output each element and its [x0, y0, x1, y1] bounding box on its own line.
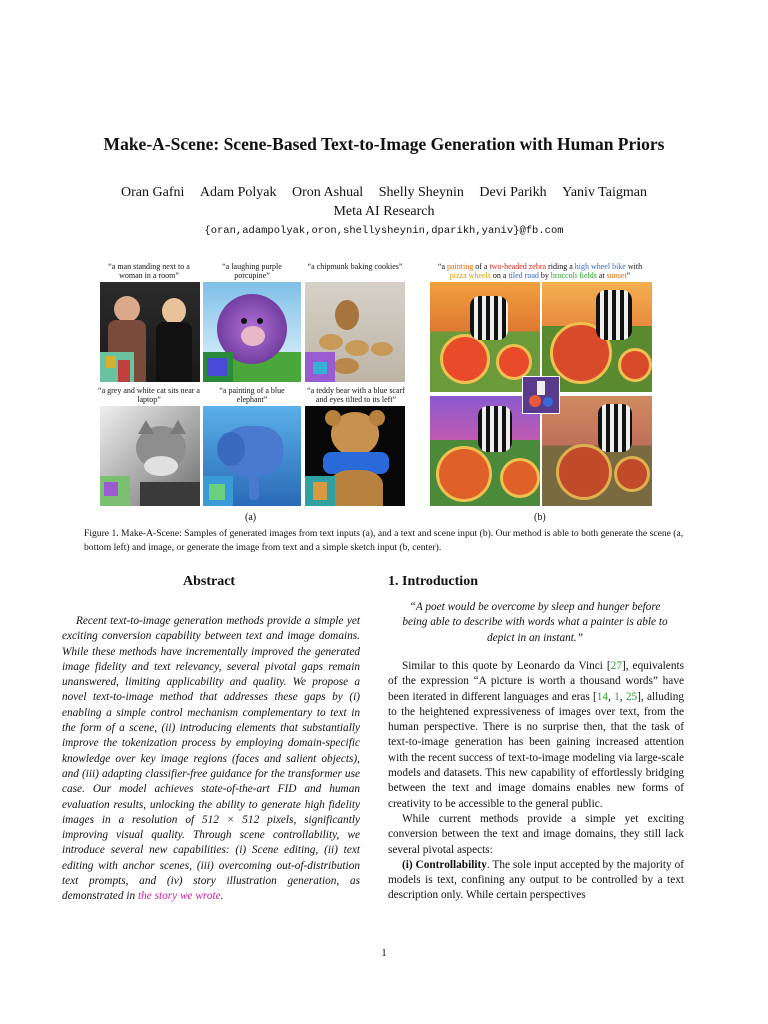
caption-text: by [538, 271, 551, 280]
caption-keyword: two-headed zebra [489, 262, 547, 271]
author-name: Adam Polyak [199, 185, 277, 200]
citation-link[interactable]: 1 [614, 690, 620, 703]
caption-keyword: painting [447, 262, 474, 271]
generated-image-people [100, 282, 200, 382]
caption-text: riding a [546, 262, 575, 271]
subfigure-label-a: (a) [245, 512, 257, 523]
generated-image-porcupine [203, 282, 301, 382]
da-vinci-quote: “A poet would be overcome by sleep and hunger before being able to describe with words what a painter is able to depict in an instant.” [402, 601, 668, 644]
author-list [0, 185, 768, 201]
generated-image-cat [100, 406, 200, 506]
author-emails: {oran,adampolyak,oron,shellysheynin,dparikh,yaniv}@fb.com [204, 225, 564, 237]
image-caption: “a painting of a blue elephant” [219, 386, 285, 404]
intro-bold-term: (i) Controllability [402, 858, 487, 871]
author-name: Devi Parikh [479, 185, 547, 200]
citation-link[interactable]: 25 [625, 690, 638, 703]
affiliation: Meta AI Research [333, 204, 435, 219]
caption-text: of a [473, 262, 490, 271]
image-caption: “a man standing next to a woman in a room” [108, 262, 190, 280]
caption-text: at [596, 271, 607, 280]
caption-text: “a [437, 262, 447, 271]
intro-text: . The sole input accepted by the majority of models is text, confining any output to be controlled by a text description only. While certain perspectives [388, 858, 684, 902]
abstract-text: . [220, 890, 224, 903]
scene-sketch-inset [305, 352, 335, 382]
scene-sketch-inset [203, 352, 233, 382]
author-name: Oran Gafni [121, 185, 185, 200]
abstract-text: Recent text-to-image generation methods provide a simple yet exciting conversion capability between text and image domains. While these methods have incrementally improved the generated image fidelity and text relevancy, several pivotal gaps remain unanswered, limiting applicability and quality. We propose a novel text-to-image method that addresses these gaps by (i) enabling a simple control mechanism complementary to text in the form of a scene, (ii) introducing elements that substantially improve the tokenization process by employing domain-specific knowledge over key image regions (faces and salient objects), and (iii) adapting classifier-free guidance for the transformer use case. Our model achieves state-of-the-art FID and human evaluation results, unlocking the ability to generate high fidelity images in a resolution of 512 × 512 pixels, significantly improving visual quality. Through scene controllability, we introduce several new capabilities: (i) Scene editing, (ii) text editing with anchor scenes, (iii) overcoming out-of-distribution text prompts, and (iv) story illustration generation, as demonstrated in [62, 615, 360, 903]
author-name: Shelly Sheynin [378, 185, 464, 200]
abstract-body [62, 614, 360, 905]
caption-keyword: high wheel bike [574, 262, 626, 271]
scene-sketch-inset [100, 352, 134, 382]
image-caption: “a laughing purple porcupine” [222, 262, 282, 280]
intro-text: ], alluding to the heightened expressiveness of images over text, from the human perspective. There is no surprise then, that the task of text-to-image generation has been gaining increased attention with the recent success of text-to-image modeling via large-scale models and datasets. This new capability of effortlessly bridging between the text and image domains enables new forms of creativity to be accessible to the general public. [388, 690, 684, 810]
caption-text: on a [490, 271, 509, 280]
figure-1 [0, 258, 768, 528]
story-link[interactable]: the story we wrote [137, 890, 221, 903]
image-caption: “a chipmunk baking cookies” [307, 262, 403, 271]
generated-image-teddy-bear [305, 406, 405, 506]
image-caption: “a grey and white cat sits near a laptop” [98, 386, 200, 404]
intro-text: Similar to this quote by Leonardo da Vinci [ [402, 660, 611, 672]
caption-text: ” [626, 271, 631, 280]
caption-keyword: pizza wheels [449, 271, 491, 280]
image-caption-b [428, 262, 652, 280]
intro-text: , [608, 690, 615, 703]
caption-keyword: broccoli fields [550, 271, 597, 280]
abstract-heading: Abstract [183, 574, 236, 589]
figure-caption: Figure 1. Make-A-Scene: Samples of generated images from text inputs (a), and a text and scene input (b). Our method is able to both generate the scene (a, bottom left) and image, or generate the image from text and a simple sketch input (b, center). [84, 528, 684, 553]
introduction-body [388, 659, 684, 904]
author-name: Oron Ashual [292, 185, 364, 200]
generated-image-chipmunk [305, 282, 405, 382]
scene-sketch-center [522, 376, 560, 414]
paper-title: Make-A-Scene: Scene-Based Text-to-Image Generation with Human Priors [103, 134, 665, 154]
image-caption: “a teddy bear with a blue scarf and eyes tilted to its left” [307, 386, 405, 404]
intro-paragraph-2: While current methods provide a simple yet exciting conversion between the text and image domains, they still lack several pivotal aspects: [388, 812, 684, 856]
caption-text: with [625, 262, 643, 271]
scene-sketch-inset [305, 476, 335, 506]
generated-image-elephant [203, 406, 301, 506]
page-number: 1 [381, 947, 387, 959]
intro-text: , [619, 690, 626, 703]
citation-link[interactable]: 27 [610, 660, 622, 672]
author-name: Yaniv Taigman [562, 185, 647, 200]
citation-link[interactable]: 14 [596, 690, 609, 703]
intro-text: ], equivalents of the expression “A picture is worth a thousand words” have been iterated in different languages and eras [ [388, 660, 684, 703]
caption-keyword: tiled road [508, 271, 539, 280]
introduction-heading: 1. Introduction [388, 574, 478, 589]
caption-keyword: sunset [606, 271, 627, 280]
scene-sketch-inset [100, 476, 130, 506]
scene-sketch-inset [203, 476, 233, 506]
subfigure-label-b: (b) [534, 512, 546, 523]
